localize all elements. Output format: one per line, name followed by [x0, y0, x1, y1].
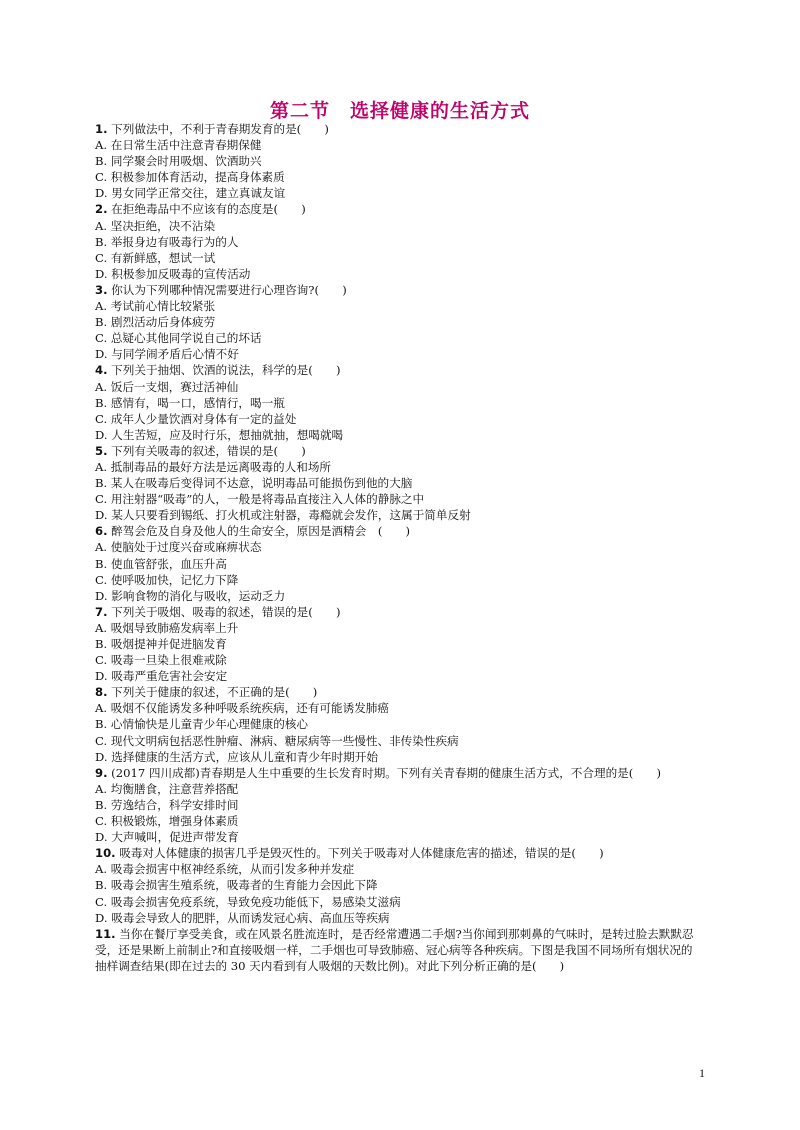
answer-option-D: D. 吸毒会导致人的肥胖，从而诱发冠心病、高血压等疾病 [95, 910, 390, 925]
answer-option-B: B. 某人在吸毒后变得词不达意，说明毒品可能损伤到他的大脑 [95, 476, 413, 491]
question-list [95, 121, 697, 974]
answer-option-D: D. 大声喊叫，促进声带发育 [95, 830, 239, 845]
question-6 [95, 523, 697, 603]
page-number: 1 [699, 1066, 705, 1080]
answer-option-C: C. 吸毒会损害免疫系统，导致免疫功能低下，易感染艾滋病 [95, 894, 401, 909]
question-number: 11. [95, 926, 116, 941]
question-4 [95, 362, 697, 442]
question-text: 在拒绝毒品中不应该有的态度是( ) [107, 202, 306, 217]
answer-option-D: D. 影响食物的消化与吸收，运动乏力 [95, 588, 286, 603]
question-8 [95, 684, 697, 764]
answer-option-A: A. 使脑处于过度兴奋或麻痹状态 [95, 540, 262, 555]
question-5 [95, 443, 697, 523]
answer-option-B: B. 吸烟提神并促进脑发育 [95, 637, 227, 651]
question-number: 2. [95, 202, 108, 217]
answer-option-B: B. 使血管舒张，血压升高 [95, 556, 227, 571]
question-stem [95, 684, 697, 700]
answer-option-D: D. 男女同学正常交往，建立真诚友谊 [95, 186, 286, 201]
question-2 [95, 201, 697, 281]
question-text: 吸毒对人体健康的损害几乎是毁灭性的。下列关于吸毒对人体健康危害的描述，错误的是( ) [115, 846, 604, 861]
question-number: 3. [95, 282, 108, 297]
question-10 [95, 845, 697, 925]
answer-option-B: B. 吸毒会损害生殖系统，吸毒者的生育能力会因此下降 [95, 878, 378, 893]
question-stem [95, 121, 697, 137]
answer-option-D: D. 吸毒严重危害社会安定 [95, 669, 228, 684]
answer-option-C: C. 积极参加体育活动，提高身体素质 [95, 170, 285, 185]
question-stem [95, 523, 697, 539]
answer-option-A: A. 抵制毒品的最好方法是远离吸毒的人和场所 [95, 459, 332, 474]
answer-option-B: B. 劳逸结合，科学安排时间 [95, 797, 239, 812]
answer-option-A: A. 坚决拒绝，决不沾染 [95, 218, 216, 233]
question-stem [95, 604, 697, 620]
answer-option-C: C. 吸毒一旦染上很难戒除 [95, 653, 227, 668]
question-1 [95, 121, 697, 201]
question-text: 下列做法中，不利于青春期发育的是( ) [107, 122, 329, 136]
answer-option-C: C. 用注射器“吸毒”的人，一般是将毒品直接注入人体的静脉之中 [95, 492, 425, 507]
question-stem [95, 282, 697, 298]
question-text: 下列关于健康的叙述，不正确的是( ) [107, 685, 318, 700]
answer-option-A: A. 饭后一支烟，赛过活神仙 [95, 379, 239, 394]
answer-option-B: B. 剧烈活动后身体疲劳 [95, 315, 216, 330]
question-stem [95, 926, 697, 974]
question-number: 9. [95, 765, 108, 780]
answer-option-C: C. 使呼吸加快，记忆力下降 [95, 572, 239, 587]
answer-option-C: C. 现代文明病包括恶性肿瘤、淋病、糖尿病等一些慢性、非传染性疾病 [95, 733, 459, 748]
question-11 [95, 926, 697, 974]
question-text: 下列关于吸烟、吸毒的叙述，错误的是( ) [107, 604, 341, 619]
question-text: 醉驾会危及自身及他人的生命安全，原因是酒精会 ( ) [107, 524, 411, 539]
question-number: 6. [95, 524, 108, 539]
question-number: 5. [95, 443, 108, 458]
question-number: 10. [95, 846, 116, 861]
question-text: 当你在餐厅享受美食，或在风景名胜流连时，是否经常遭遇二手烟?当你闻到那刺鼻的气味时，是转过脸去默默忍受，还是果断上前制止?和直接吸烟一样，二手烟也可导致肺癌、冠心病等各种疾病。下图是我国不同场所有烟状况的抽样调查结果(即在过去的 30 天内看到有人吸烟的天数比例)。对此下列分析正确的是( ) [95, 926, 694, 973]
question-stem [95, 765, 697, 781]
question-text: 下列关于抽烟、饮酒的说法，科学的是( ) [107, 363, 341, 378]
answer-option-D: D. 人生苦短，应及时行乐，想抽就抽，想喝就喝 [95, 427, 344, 442]
answer-option-A: A. 吸烟导致肺癌发病率上升 [95, 620, 239, 635]
answer-option-B: B. 举报身边有吸毒行为的人 [95, 234, 239, 249]
answer-option-D: D. 选择健康的生活方式，应该从儿童和青少年时期开始 [95, 749, 378, 764]
question-text: 你认为下列哪种情况需要进行心理咨询?( ) [107, 282, 347, 297]
answer-option-B: B. 心情愉快是儿童青少年心理健康的核心 [95, 717, 308, 732]
answer-option-B: B. 感情有，喝一口，感情行，喝一瓶 [95, 395, 285, 410]
question-number: 7. [95, 604, 108, 619]
question-text: (2017 四川成都)青春期是人生中重要的生长发育时期。下列有关青春期的健康生活方式，不合理的是( ) [107, 765, 661, 780]
question-text: 下列有关吸毒的叙述，错误的是( ) [107, 443, 306, 458]
question-stem [95, 362, 697, 378]
answer-option-C: C. 成年人少量饮酒对身体有一定的益处 [95, 411, 297, 426]
answer-option-C: C. 有新鲜感，想试一试 [95, 250, 216, 265]
answer-option-D: D. 积极参加反吸毒的宣传活动 [95, 266, 251, 281]
question-stem [95, 443, 697, 459]
answer-option-C: C. 总疑心其他同学说自己的坏话 [95, 331, 262, 346]
answer-option-D: D. 某人只要看到锡纸、打火机或注射器，毒瘾就会发作，这属于简单反射 [95, 508, 471, 523]
answer-option-A: A. 考试前心情比较紧张 [95, 299, 216, 314]
answer-option-A: A. 吸烟不仅能诱发多种呼吸系统疾病，还有可能诱发肺癌 [95, 701, 389, 716]
answer-option-C: C. 积极锻炼，增强身体素质 [95, 814, 239, 829]
question-number: 1. [95, 122, 108, 136]
question-stem [95, 845, 697, 861]
question-stem [95, 201, 697, 217]
answer-option-D: D. 与同学闹矛盾后心情不好 [95, 347, 239, 362]
question-number: 8. [95, 685, 108, 700]
question-9 [95, 765, 697, 845]
question-7 [95, 604, 697, 684]
answer-option-A: A. 吸毒会损害中枢神经系统，从而引发多种并发症 [95, 862, 355, 877]
section-title: 第二节 选择健康的生活方式 [269, 100, 530, 122]
answer-option-A: A. 在日常生活中注意青春期保健 [95, 138, 262, 153]
answer-option-A: A. 均衡膳食，注意营养搭配 [95, 781, 239, 796]
question-number: 4. [95, 363, 108, 378]
answer-option-B: B. 同学聚会时用吸烟、饮酒助兴 [95, 154, 262, 169]
question-3 [95, 282, 697, 362]
